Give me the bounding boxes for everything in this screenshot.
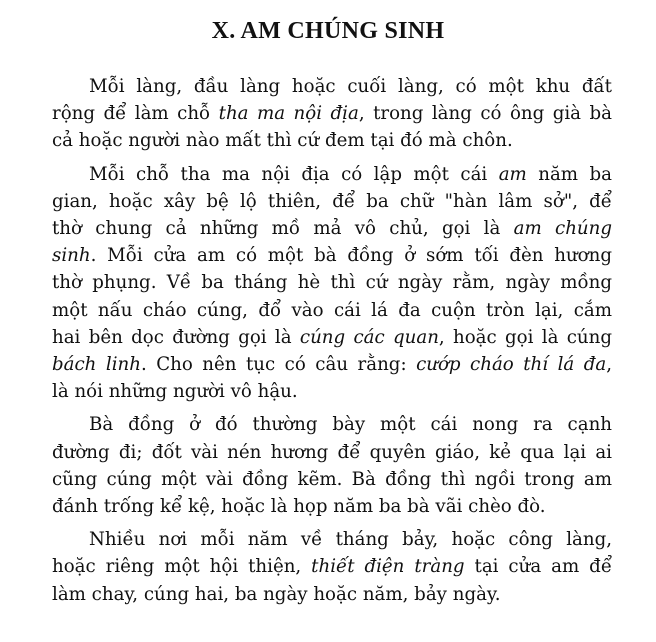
text-run: , [606, 354, 612, 376]
text-run: đường đi; đốt vài nén hương để quyên giáo, kẻ qua lại ai [52, 441, 612, 463]
text-run: năm ba [526, 163, 612, 185]
text-line [52, 581, 612, 608]
italic-term: cúng các quan [299, 326, 439, 348]
text-run: hoặc riêng một hội thiện, [52, 556, 312, 578]
text-run: cả hoặc người nào mất thì cứ đem tại đó mà chôn. [52, 130, 513, 152]
text-line [52, 127, 612, 154]
text-run: . Cho nên tục có câu rằng: [140, 354, 417, 376]
text-line [52, 378, 612, 405]
text-run: gian, hoặc xây bệ lộ thiên, để ba chữ "hàn lâm sở", để [52, 190, 612, 212]
text-line [52, 73, 612, 100]
text-run: là nói những người vô hậu. [52, 381, 298, 403]
text-line [52, 351, 612, 378]
text-run: hai bên dọc đường gọi là [52, 326, 300, 348]
text-line [52, 215, 612, 242]
text-run: rộng để làm chỗ [52, 103, 219, 125]
text-line [52, 297, 612, 324]
page-title: X. AM CHÚNG SINH [211, 18, 445, 44]
text-run: thờ chung cả những mồ mả vô chủ, gọi là [52, 218, 514, 240]
italic-term: cướp cháo thí lá đa [416, 354, 607, 376]
text-line [52, 553, 612, 580]
text-run: cũng cúng một vài đồng kẽm. Bà đồng thì ngồi trong am [52, 468, 612, 490]
text-run: Mỗi chỗ tha ma nội địa có lập một cái [89, 163, 499, 185]
paragraph [52, 411, 612, 520]
text-run: Nhiều nơi mỗi năm về tháng bảy, hoặc công làng, [89, 529, 612, 551]
text-line [52, 100, 612, 127]
text-run: làm chay, cúng hai, ba ngày hoặc năm, bảy ngày. [52, 583, 501, 605]
text-line [52, 526, 612, 553]
text-line [52, 324, 612, 351]
text-line [52, 411, 612, 438]
text-line [52, 466, 612, 493]
text-run: , trong làng có ông già bà [358, 103, 612, 125]
text-run: Mỗi làng, đầu làng hoặc cuối làng, có một khu đất [89, 76, 612, 97]
text-line [52, 161, 612, 188]
text-run: . Mỗi cửa am có một bà đồng ở sớm tối đèn hương [90, 245, 612, 267]
text-line [52, 493, 612, 520]
italic-term: tha ma nội địa [218, 103, 359, 125]
italic-term: am chúng [513, 218, 613, 240]
italic-term: bách linh [52, 354, 141, 376]
paragraph [52, 526, 612, 608]
text-line [52, 439, 612, 466]
text-run: thờ phụng. Về ba tháng hè thì cứ ngày rằm, ngày mồng [52, 272, 612, 294]
italic-term: sinh [52, 245, 91, 267]
italic-term: thiết điện tràng [311, 556, 465, 578]
text-line [52, 269, 612, 296]
text-run: một nấu cháo cúng, đổ vào cái lá đa cuộn tròn lại, cắm [52, 299, 612, 321]
body-text [52, 73, 612, 608]
text-run: , hoặc gọi là cúng [438, 326, 612, 348]
text-run: Bà đồng ở đó thường bày một cái nong ra cạnh [89, 414, 612, 436]
italic-term: am [498, 163, 527, 185]
text-line [52, 242, 612, 269]
paragraph [52, 161, 612, 406]
text-run: tại cửa am để [464, 556, 613, 578]
text-line [52, 188, 612, 215]
paragraph [52, 73, 612, 155]
text-run: đánh trống kể kệ, hoặc là họp năm ba bà vãi chèo đò. [52, 496, 546, 518]
